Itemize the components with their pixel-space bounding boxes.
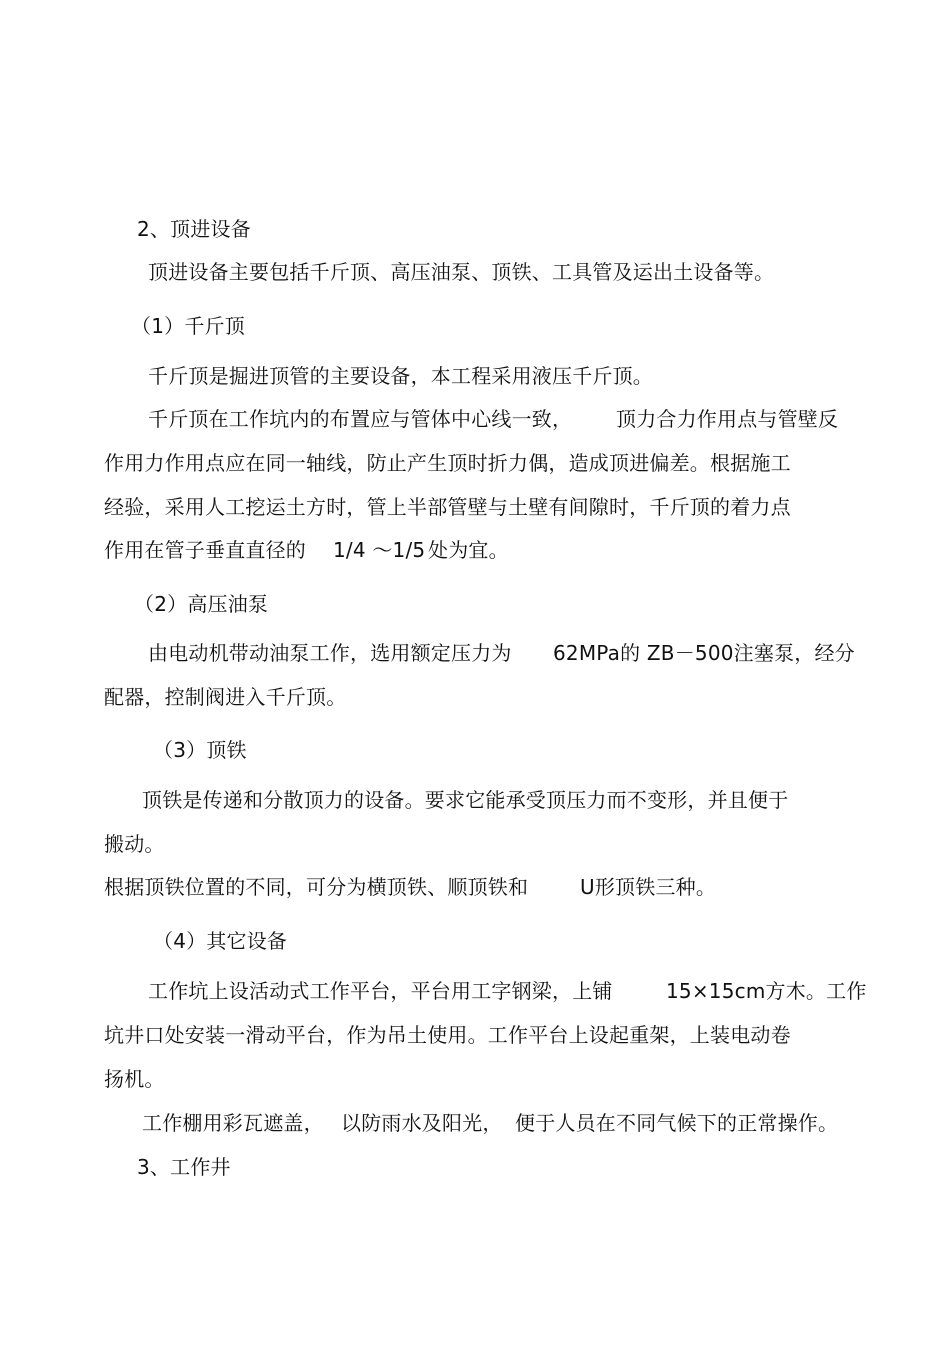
paragraph-other-line: 工作坑上设活动式工作平台，平台用工字钢梁，上铺 bbox=[148, 979, 613, 1003]
section-heading-jacking-equipment: 2、顶进设备 bbox=[137, 217, 251, 241]
paragraph-jack-line: 1/4 ～1/5 bbox=[333, 538, 426, 562]
subheading-iron: （3）顶铁 bbox=[153, 738, 247, 762]
paragraph-other-line: 坑井口处安装一滑动平台，作为吊土使用。工作平台上设起重架，上装电动卷 bbox=[104, 1023, 791, 1047]
paragraph-other-line: 以防雨水及阳光， bbox=[341, 1111, 503, 1135]
paragraph-iron-line: 顶铁是传递和分散顶力的设备。要求它能承受顶压力而不变形，并且便于 bbox=[142, 788, 789, 812]
paragraph-other-line: 便于人员在不同气候下的正常操作。 bbox=[515, 1111, 839, 1135]
paragraph-pump-line: 配器，控制阀进入千斤顶。 bbox=[104, 685, 347, 709]
paragraph-pump-line: 由电动机带动油泵工作，选用额定压力为 bbox=[148, 641, 512, 665]
paragraph-other-line: 工作棚用彩瓦遮盖， bbox=[142, 1111, 324, 1135]
subheading-other-equipment: （4）其它设备 bbox=[153, 929, 288, 953]
paragraph-jack-line: 顶力合力作用点与管壁反 bbox=[616, 407, 839, 431]
paragraph-jack-line: 作用在管子垂直直径的 bbox=[104, 538, 306, 562]
subheading-jack: （1）千斤顶 bbox=[131, 314, 245, 338]
paragraph-other-line: 15×15cm方木。工作 bbox=[666, 979, 867, 1003]
paragraph-iron-line: 搬动。 bbox=[104, 832, 165, 856]
paragraph-jack-line: 千斤顶在工作坑内的布置应与管体中心线一致， bbox=[148, 407, 573, 431]
paragraph-jack-line: 作用力作用点应在同一轴线，防止产生顶时折力偶，造成顶进偏差。根据施工 bbox=[104, 451, 791, 475]
paragraph-jack-line: 处为宜。 bbox=[428, 538, 509, 562]
subheading-pump: （2）高压油泵 bbox=[134, 592, 269, 616]
paragraph-iron-line: 根据顶铁位置的不同，可分为横顶铁、顺顶铁和 bbox=[104, 875, 529, 899]
section-heading-work-shaft: 3、工作井 bbox=[137, 1155, 231, 1179]
paragraph-jack-line: 千斤顶是掘进顶管的主要设备，本工程采用液压千斤顶。 bbox=[148, 364, 653, 388]
paragraph-pump-line: 62MPa的 ZB－500注塞泵，经分 bbox=[553, 641, 855, 665]
paragraph-iron-line: U形顶铁三种。 bbox=[580, 875, 717, 899]
paragraph-jacking-intro: 顶进设备主要包括千斤顶、高压油泵、顶铁、工具管及运出土设备等。 bbox=[148, 260, 775, 284]
paragraph-jack-line: 经验，采用人工挖运土方时，管上半部管壁与土壁有间隙时，千斤顶的着力点 bbox=[104, 495, 791, 519]
paragraph-other-line: 扬机。 bbox=[104, 1067, 165, 1091]
